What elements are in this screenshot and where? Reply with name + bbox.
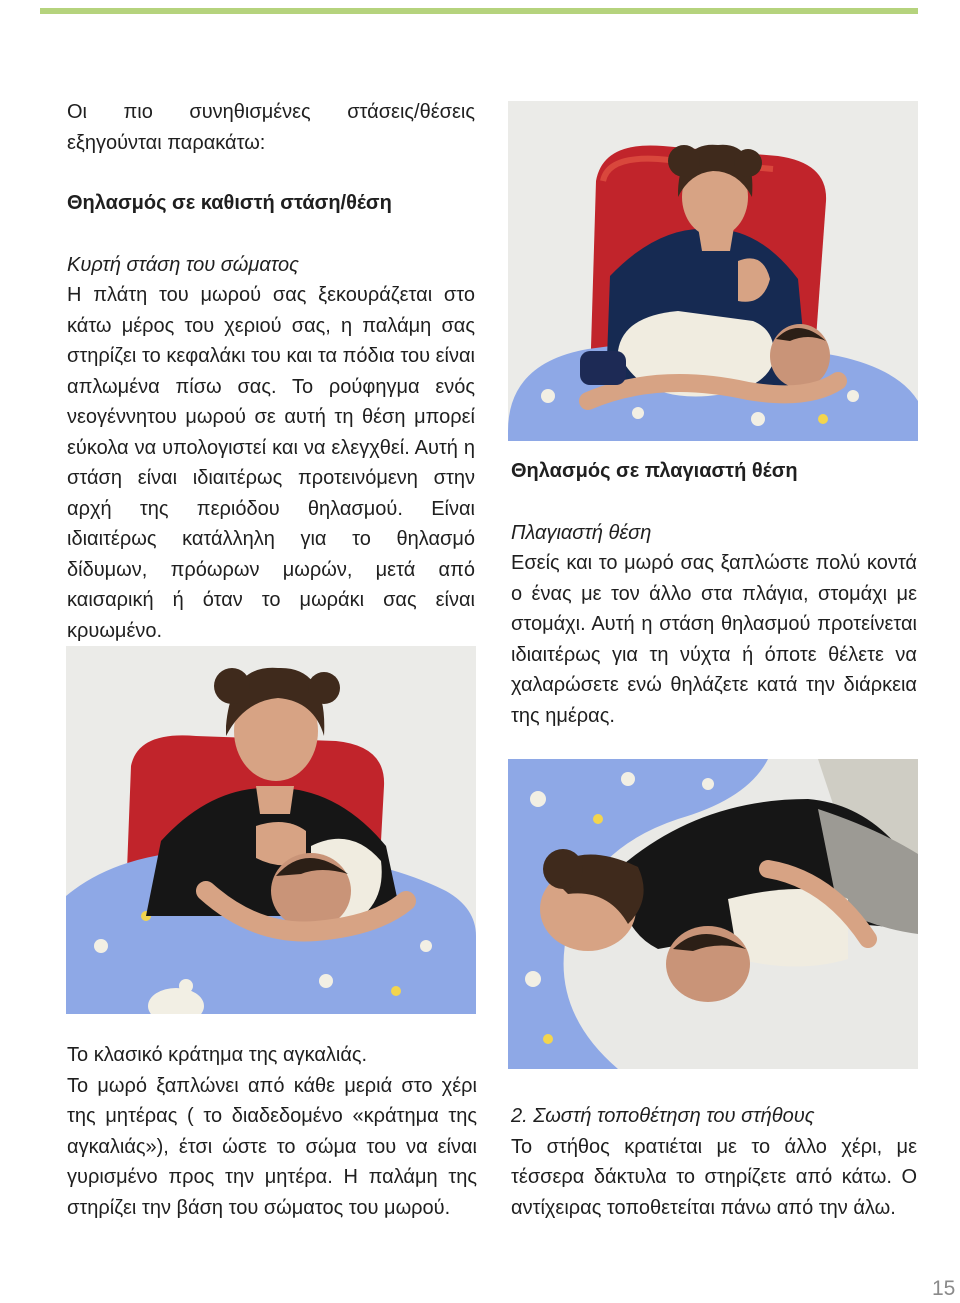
caption-classic-hold-title: Το κλασικό κράτημα της αγκαλιάς. [67, 1044, 368, 1066]
section-heading-seated: Θηλασμός σε καθιστή στάση/θέση [67, 192, 392, 214]
body-side-lying: Εσείς και το μωρό σας ξαπλώστε πολύ κοντά ο ένας με τον άλλο στα πλάγια, στομάχι με στομάχι. Αυτή η στάση θηλασμού προτείνεται ιδιαιτέρως για τη νύχτα ή όποτε θέλετε να χαλαρώσετε ενώ θηλάζετε κατά την διάρκεια της ημέρας. [511, 552, 917, 727]
photo-seated-breastfeeding-bottom [66, 646, 476, 1014]
section-heading-side-lying: Θηλασμός σε πλαγιαστή θέση [511, 460, 798, 482]
body-seated-position: Η πλάτη του μωρού σας ξεκουράζεται στο κάτω μέρος του χεριού σας, η παλάμη σας στηρίζει το κεφαλάκι του και τα πόδια του είναι απλωμένα πίσω σας. Το ρούφηγμα ενός νεογέννητου μωρού σε αυτή τη θέση μπορεί εύκολα να υπολογιστεί και να ελεγχθεί. Αυτή η στάση είναι ιδιαιτέρως προτεινόμενη στην αρχή της περιόδου θηλασμού. Είναι ιδιαιτέρως κατάλληλη για το θηλασμό δίδυμων, πρόωρων μωρών, μετά από καισαρική ή όταν το μωράκι σας είναι κρυωμένο. [67, 284, 475, 642]
caption-breast-positioning [511, 1101, 917, 1223]
caption-classic-hold [67, 1040, 477, 1223]
subheading-curved-posture: Κυρτή στάση του σώματος [67, 253, 299, 276]
caption-breast-positioning-body: Το στήθος κρατιέται με το άλλο χέρι, με τέσσερα δάκτυλα το στηρίζετε από κάτω. Ο αντίχειρας τοποθετείται πάνω από την άλω. [511, 1135, 917, 1219]
caption-breast-positioning-title: 2. Σωστή τοποθέτηση του στήθους [511, 1105, 815, 1127]
left-column-top [67, 97, 475, 646]
photo-side-lying-breastfeeding [508, 759, 918, 1069]
page-number: 15 [932, 1277, 956, 1300]
photo-seated-breastfeeding-top [508, 101, 918, 441]
intro-paragraph: Οι πιο συνηθισμένες στάσεις/θέσεις εξηγούνται παρακάτω: [67, 101, 475, 154]
subheading-side-lying: Πλαγιαστή θέση [511, 521, 652, 544]
top-accent-bar [40, 8, 918, 14]
right-column-middle [511, 456, 917, 731]
caption-classic-hold-body: Το μωρό ξαπλώνει από κάθε μεριά στο χέρι της μητέρας ( το διαδεδομένο «κράτημα της αγκαλιάς»), έτσι ώστε το σώμα του να είναι γυρισμένο προς την μητέρα. Η παλάμη της στηρίζει την βάση του σώματος του μωρού. [67, 1074, 477, 1219]
